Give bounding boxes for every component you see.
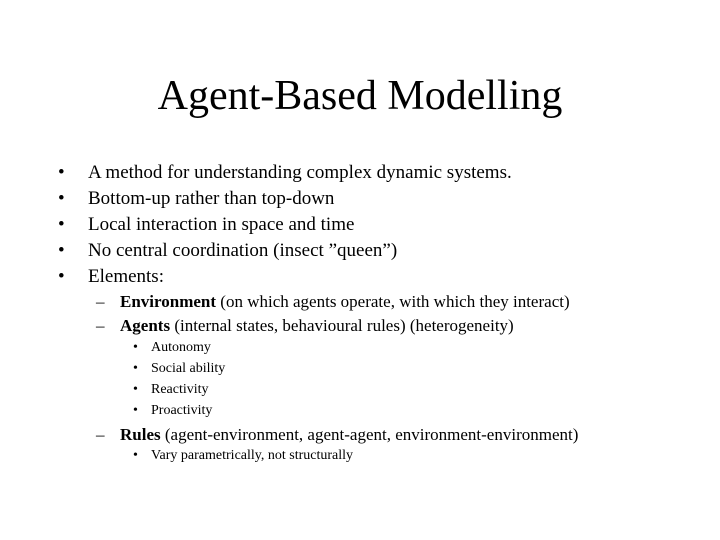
term-detail: (on which agents operate, with which they interact): [216, 292, 570, 311]
list-item-text: [120, 291, 570, 313]
bullet-marker: •: [58, 240, 65, 261]
list-item-text: Proactivity: [151, 403, 213, 418]
list-item-text: Autonomy: [151, 340, 211, 355]
list-item-text: Vary parametrically, not structurally: [151, 448, 354, 463]
dash-marker: –: [96, 316, 105, 335]
term-rules: Rules: [120, 425, 161, 444]
term-detail: (internal states, behavioural rules) (heterogeneity): [170, 316, 514, 335]
bullet-marker: •: [133, 448, 138, 463]
bullet-marker: •: [133, 382, 138, 397]
term-detail: (agent-environment, agent-agent, environment-environment): [160, 425, 579, 444]
slide-title: Agent-Based Modelling: [157, 73, 563, 119]
list-item-text: A method for understanding complex dynamic systems.: [88, 162, 512, 183]
bullet-marker: •: [133, 361, 138, 376]
bullet-marker: •: [133, 340, 138, 355]
list-item-text: [120, 424, 578, 446]
list-item-text: No central coordination (insect ”queen”): [88, 240, 398, 261]
term-environment: Environment: [120, 292, 217, 311]
bullet-marker: •: [58, 266, 65, 287]
bullet-marker: •: [58, 162, 65, 183]
bullet-marker: •: [133, 403, 138, 418]
term-agents: Agents: [120, 316, 171, 335]
list-item-text: [120, 315, 514, 337]
list-item-text: Bottom-up rather than top-down: [88, 188, 335, 209]
bullet-marker: •: [58, 214, 65, 235]
list-item-text: Local interaction in space and time: [88, 214, 355, 235]
list-item-text: Social ability: [151, 361, 226, 376]
bullet-marker: •: [58, 188, 65, 209]
dash-marker: –: [96, 292, 105, 311]
list-item-text: Elements:: [88, 266, 164, 287]
list-item-text: Reactivity: [151, 382, 209, 397]
dash-marker: –: [96, 425, 105, 444]
